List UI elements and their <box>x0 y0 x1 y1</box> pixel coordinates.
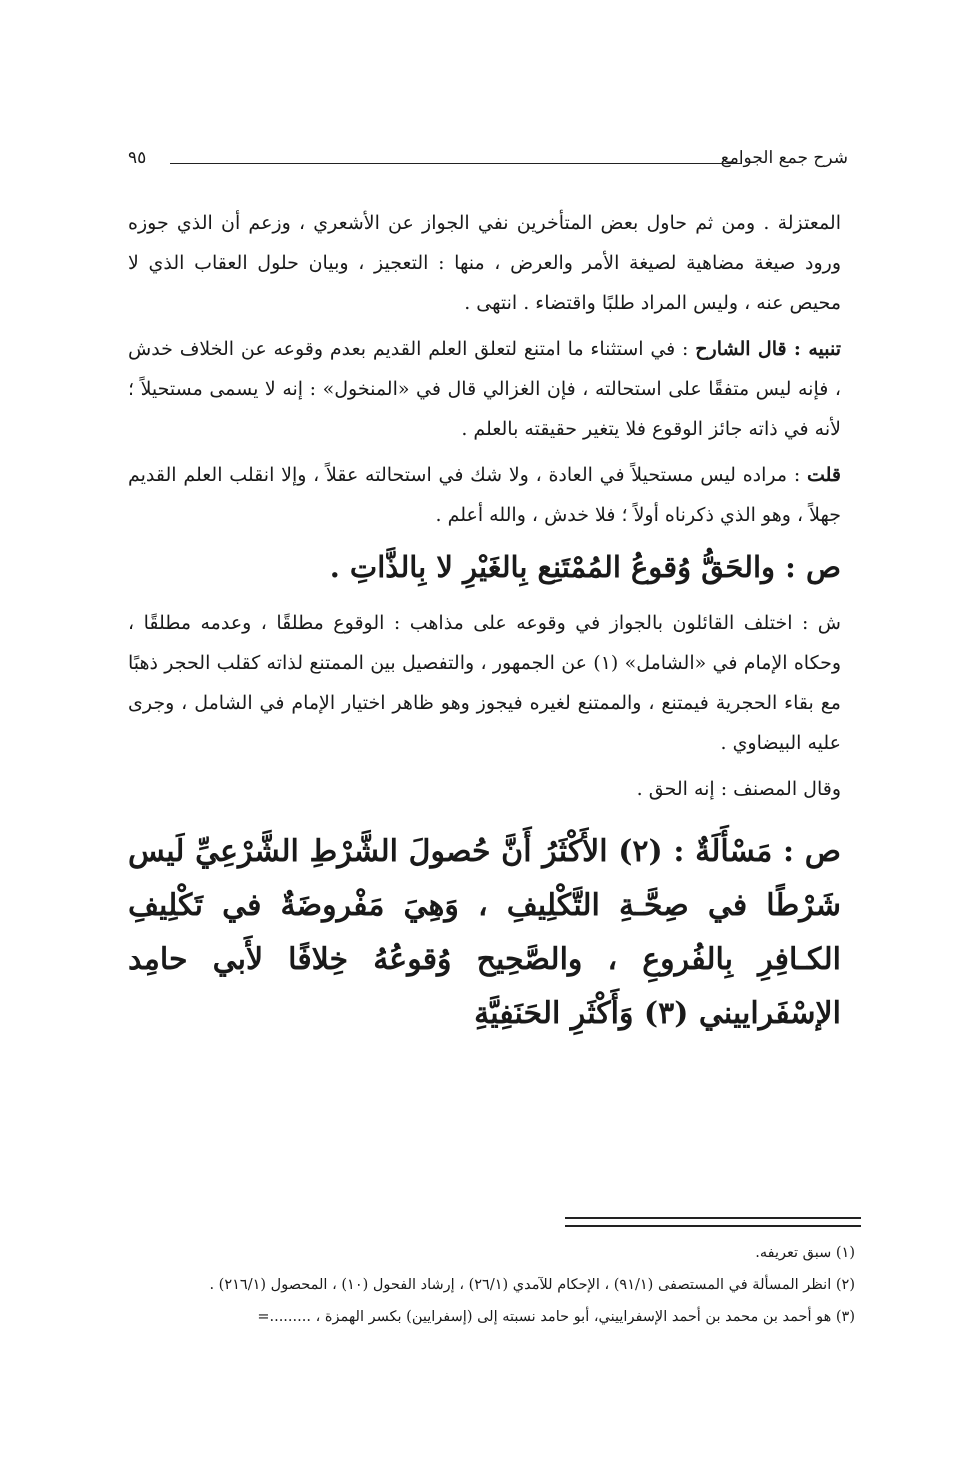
page-number: ٩٥ <box>128 148 147 168</box>
paragraph-1: المعتزلة . ومن ثم حاول بعض المتأخرين نفي الجواز عن الأشعري ، وزعم أن الذي جوزه ورود صيغة مضاهية لصيغة الأمر والعرض ، منها : التعجيز ، وبيان حلول العقاب الذي لا محيص عنه ، وليس المراد طلبًا واقتضاء . انتهى . <box>128 212 841 314</box>
footnote-3: (٣) هو أحمد بن محمد بن أحمد الإسفراييني، أبو حامد نسبته إلى (إسفرايين) بكسر الهمزة ، .........= <box>257 1309 855 1325</box>
footnote-1: (١) سبق تعريفه. <box>755 1245 855 1261</box>
paragraph-sharh: ش : اختلف القائلون بالجواز في وقوعه على مذاهب : الوقوع مطلقًا ، وعدمه مطلقًا ، وحكاه الإمام في «الشامل» (١) عن الجمهور ، والتفصيل بين الممتنع لذاته كقلب الحجر ذهبًا مع بقاء الحجرية فيمتنع ، والممتنع لغيره فيجوز وهو ظاهر اختيار الإمام في الشامل ، وجرى عليه البيضاوي . <box>128 612 841 754</box>
header-title: شرح جمع الجوامع <box>720 148 848 168</box>
paragraph-tanbih <box>128 329 841 449</box>
footnotes <box>128 1237 855 1333</box>
header-rule <box>170 163 742 164</box>
paragraph-qultu <box>128 455 841 535</box>
footnote-separator <box>565 1217 861 1227</box>
qultu-lead: قلت <box>806 464 841 486</box>
main-text <box>128 203 841 1051</box>
matn-heading-1: ص : والحَقُّ وُقوعُ المُمْتَنِع بِالغَيْرِ لا بِالذَّاتِ . <box>329 550 841 584</box>
running-header <box>128 148 848 172</box>
paragraph-musannif: وقال المصنف : إنه الحق . <box>636 778 841 800</box>
matn-heading-2: ص : مَسْأَلَةٌ : (٢) الأَكْثَرُ أَنَّ حُصولَ الشَّرْطِ الشَّرْعِيِّ لَيس شَرْطًا في صِحَّـةِ التَّكْلِيفِ ، وَهِيَ مَفْروضَةٌ في تَكْلِيفِ الكـافِرِ بِالفُروعِ ، والصَّحِيح وُقوعُهُ خِلافًا لأَبي حامِد الإسْفَراييني (٣) وَأَكْثَرِ الحَنَفِيَّةِ <box>128 834 841 1031</box>
footnote-2: (٢) انظر المسألة في المستصفى (٩١/١) ، الإحكام للآمدي (٢٦/١) ، إرشاد الفحول (١٠) ، المحصول (٢١٦/١) . <box>209 1277 855 1293</box>
qultu-text: : مراده ليس مستحيلاً في العادة ، ولا شك في استحالته عقلاً ، وإلا انقلب العلم القديم جهلاً ، وهو الذي ذكرناه أولاً ؛ فلا خدش ، والله أعلم . <box>128 464 841 526</box>
tanbih-lead: تنبيه : قال الشارح <box>695 338 841 360</box>
tanbih-text: : في استثناء ما امتنع لتعلق العلم القديم بعدم وقوعه عن الخلاف خدش ، فإنه ليس متفقًا على استحالته ، فإن الغزالي قال في «المنخول» : إنه لا يسمى مستحيلاً ؛ لأنه في ذاته جائز الوقوع فلا يتغير حقيقته بالعلم . <box>128 338 841 440</box>
